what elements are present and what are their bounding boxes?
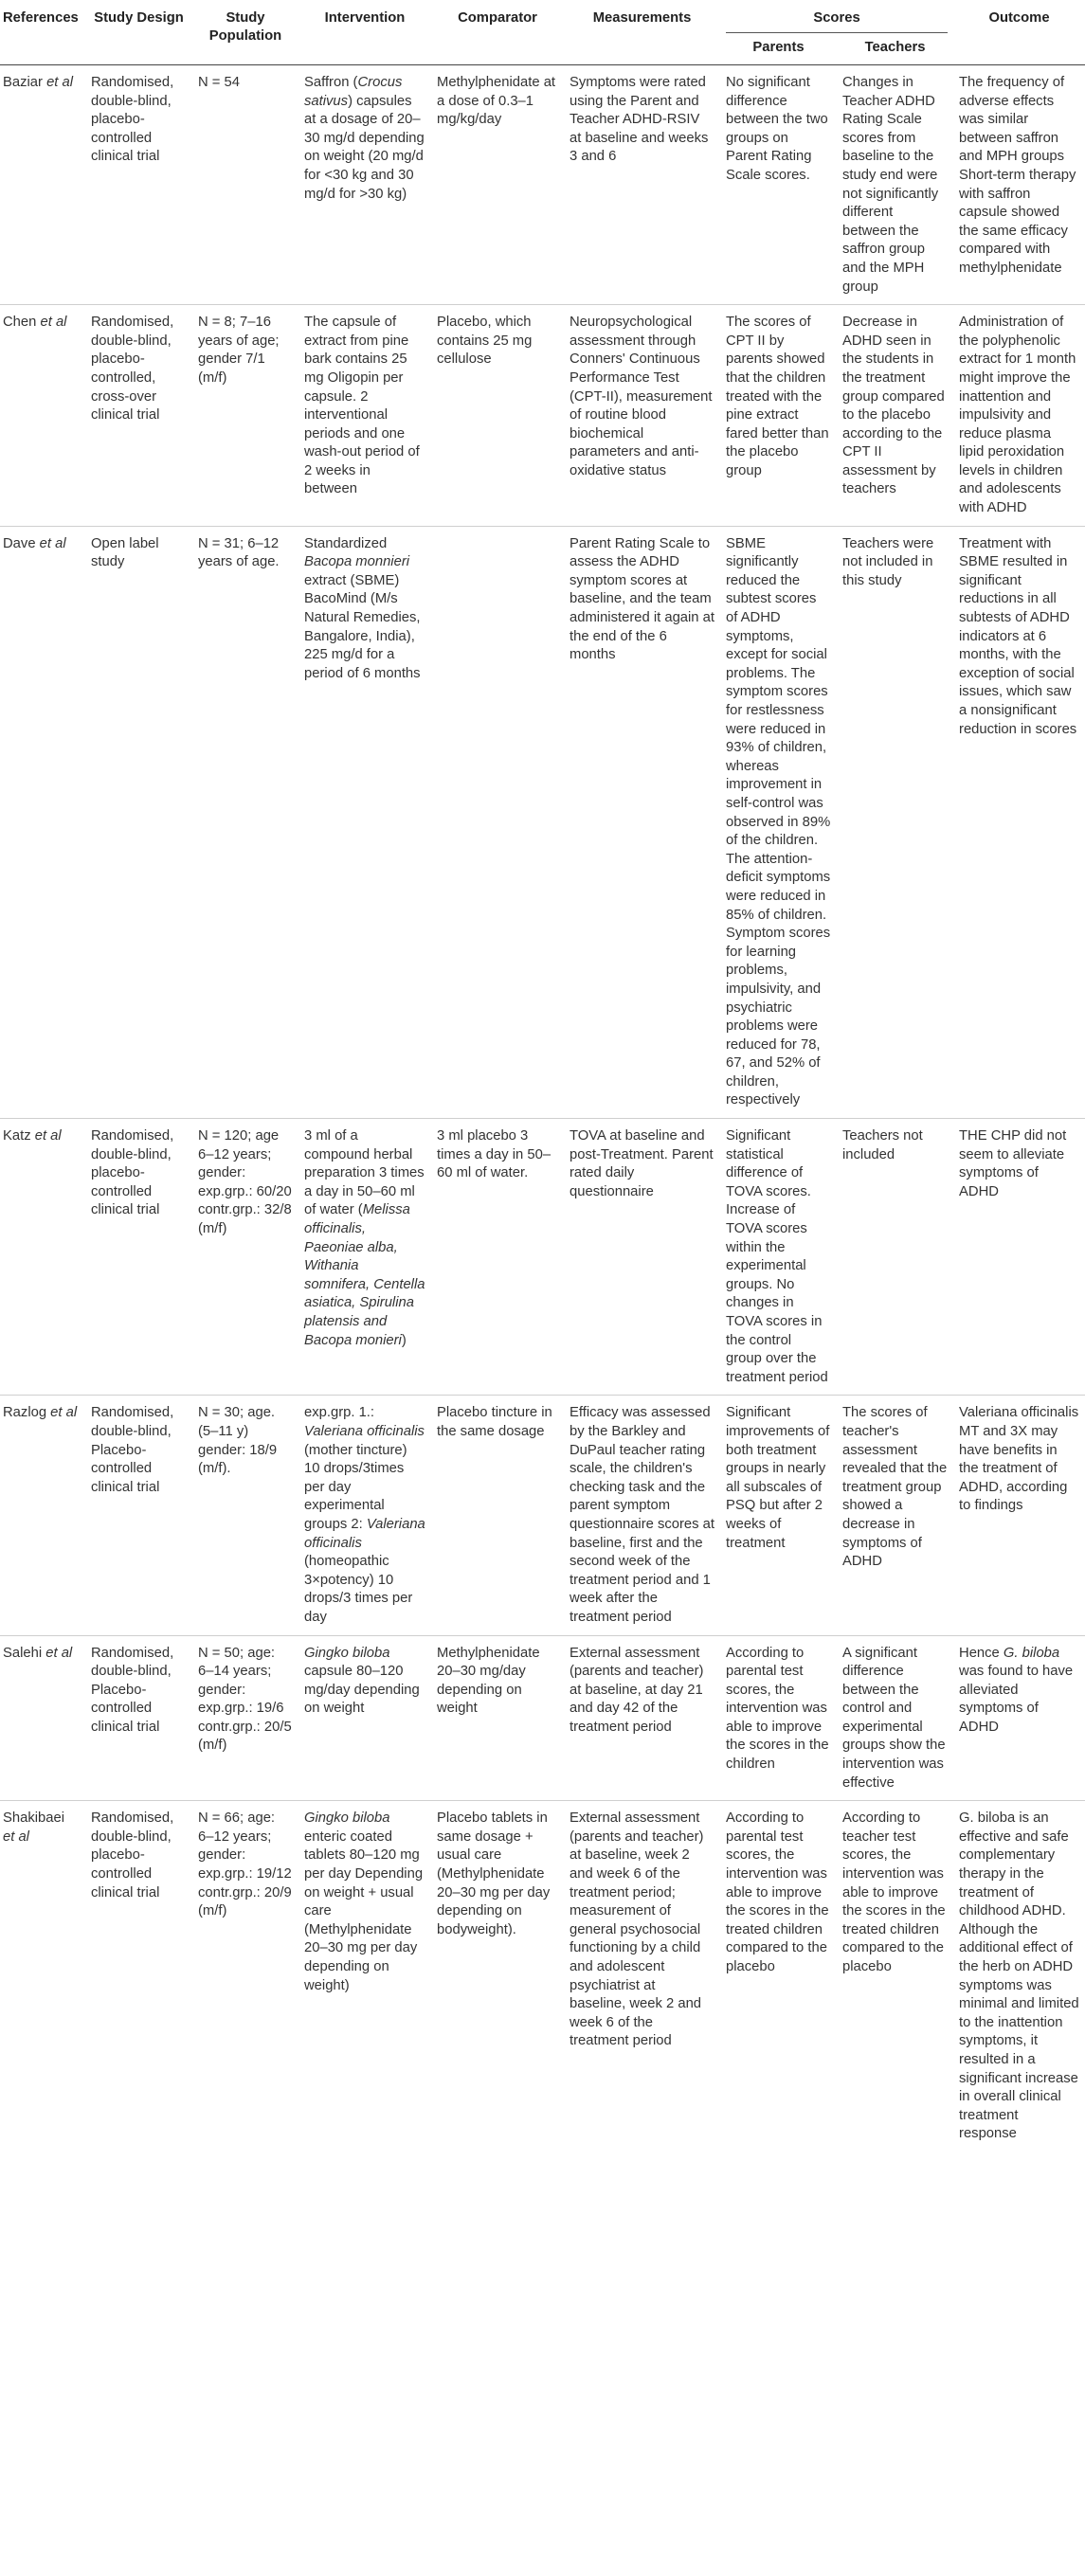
cell-teachers-score: Teachers not included <box>837 1119 953 1396</box>
text-segment: (mother tincture) 10 drops/3times per day experimental groups 2: <box>304 1442 407 1532</box>
table-row <box>0 305 1085 527</box>
header-scores <box>720 0 953 33</box>
reference-etal: et al <box>3 1828 29 1845</box>
cell-measurements: Parent Rating Scale to assess the ADHD symptom scores at baseline, and the team administered it again at the end of the 6 months <box>564 526 720 1118</box>
header-scores-label: Scores <box>813 10 860 26</box>
cell-study-design: Randomised, double-blind, placebo-controlled clinical trial <box>85 65 192 305</box>
table-row <box>0 1801 1085 2152</box>
text-segment: Hence <box>959 1645 1004 1661</box>
reference-etal: et al <box>40 315 67 331</box>
reference-etal: et al <box>46 75 74 90</box>
cell-study-population: N = 30; age. (5–11 y) gender: 18/9 (m/f). <box>192 1396 298 1635</box>
cell-teachers-score: Changes in Teacher ADHD Rating Scale scores from baseline to the study end were not significantly different between the saffron group and the MPH group <box>837 65 953 305</box>
cell-outcome: The frequency of adverse effects was similar between saffron and MPH groups Short-term therapy with saffron capsule showed the same efficacy compared with methylphenidate <box>953 65 1085 305</box>
scores-divider <box>726 32 948 33</box>
cell-intervention <box>298 65 431 305</box>
cell-study-population: N = 120; age 6–12 years; gender: exp.grp.: 60/20 contr.grp.: 32/8 (m/f) <box>192 1119 298 1396</box>
text-segment: Gingko biloba <box>304 1810 390 1827</box>
reference-author: Katz <box>3 1128 35 1144</box>
cell-intervention <box>298 305 431 527</box>
reference-author: Chen <box>3 315 41 331</box>
cell-reference <box>0 1635 85 1801</box>
cell-parents-score: According to parental test scores, the intervention was able to improve the scores in the children <box>720 1635 837 1801</box>
cell-study-design: Randomised, double-blind, placebo-controlled, cross-over clinical trial <box>85 305 192 527</box>
cell-measurements: Neuropsychological assessment through Conners' Continuous Performance Test (CPT-II), measurement of routine blood biochemical parameters and anti-oxidative status <box>564 305 720 527</box>
cell-comparator: Methylphenidate at a dose of 0.3–1 mg/kg/day <box>431 65 564 305</box>
cell-study-design: Randomised, double-blind, Placebo-controlled clinical trial <box>85 1635 192 1801</box>
text-segment: G. biloba <box>1003 1645 1060 1661</box>
cell-intervention <box>298 526 431 1118</box>
text-segment: capsule 80–120 mg/day depending on weight <box>304 1664 420 1717</box>
cell-parents-score: No significant difference between the two groups on Parent Rating Scale scores. <box>720 65 837 305</box>
text-segment: Bacopa monnieri <box>304 554 410 570</box>
text-segment: was found to have alleviated symptoms of ADHD <box>959 1664 1074 1735</box>
cell-comparator: Placebo tablets in same dosage + usual care (Methylphenidate 20–30 mg per day depending on bodyweight). <box>437 1810 551 1937</box>
cell-reference <box>0 1396 85 1635</box>
cell-outcome: G. biloba is an effective and safe complementary therapy in the treatment of childhood ADHD. Although the additional effect of the herb on ADHD symptoms was minimal and limited to the inattention symptoms, it resulted in a significant increase in overall clinical treatment response <box>959 1810 1079 2142</box>
text-segment: (homeopathic 3×potency) 10 drops/3 times per day <box>304 1554 413 1625</box>
text-segment: Crocus sativus <box>304 75 403 109</box>
cell-measurements: External assessment (parents and teacher) at baseline, week 2 and week 6 of the treatment period; measurement of general psychosocial functioning by a child and adolescent psychiatrist at baseline, week 2 and week 6 of the treatment period <box>570 1810 704 2049</box>
cell-study-population: N = 54 <box>192 65 298 305</box>
cell-teachers-score: A significant difference between the control and experimental groups show the intervention was effective <box>837 1635 953 1801</box>
cell-parents-score: Significant improvements of both treatment groups in nearly all subscales of PSQ but after 2 weeks of treatment <box>720 1396 837 1635</box>
table-row <box>0 1635 1085 1801</box>
cell-outcome: Administration of the polyphenolic extract for 1 month might improve the inattention and impulsivity and reduce plasma lipid peroxidation levels in children and adolescents with ADHD <box>953 305 1085 527</box>
text-segment: Melissa officinalis, Paeoniae alba, Withania somnifera, Centella asiatica, Spirulina platensis and Bacopa monieri <box>304 1202 425 1348</box>
cell-teachers-score: Teachers were not included in this study <box>837 526 953 1118</box>
cell-intervention <box>298 1635 431 1801</box>
table-row <box>0 65 1085 305</box>
cell-outcome: Treatment with SBME resulted in significant reductions in all subtests of ADHD indicators at 6 months, with the exception of social issues, which saw a nonsignificant reduction in scores <box>953 526 1085 1118</box>
cell-outcome <box>953 1635 1085 1801</box>
cell-reference <box>0 526 85 1118</box>
reference-author: Razlog <box>3 1405 51 1421</box>
header-outcome: Outcome <box>953 0 1085 65</box>
cell-study-population: N = 50; age: 6–14 years; gender: exp.grp.: 19/6 contr.grp.: 20/5 (m/f) <box>192 1635 298 1801</box>
cell-study-population: N = 8; 7–16 years of age; gender 7/1 (m/f) <box>192 305 298 527</box>
cell-outcome: THE CHP did not seem to alleviate symptoms of ADHD <box>953 1119 1085 1396</box>
reference-etal: et al <box>45 1645 73 1661</box>
cell-parents-score: The scores of CPT II by parents showed that the children treated with the pine extract fared better than the placebo group <box>720 305 837 527</box>
cell-comparator <box>431 526 564 1118</box>
cell-study-design: Open label study <box>85 526 192 1118</box>
cell-outcome: Valeriana officinalis MT and 3X may have benefits in the treatment of ADHD, according to findings <box>953 1396 1085 1635</box>
cell-parents-score: According to parental test scores, the intervention was able to improve the scores in the treated children compared to the placebo <box>726 1810 829 1974</box>
reference-author: Salehi <box>3 1645 46 1661</box>
header-teachers: Teachers <box>837 33 953 65</box>
cell-measurements: Efficacy was assessed by the Barkley and DuPaul teacher rating scale, the children's checking task and the parent symptom questionnaire scores at baseline, first and the second week of the treatment period and 1 week after the treatment period <box>564 1396 720 1635</box>
cell-study-design: Randomised, double-blind, placebo-controlled clinical trial <box>91 1810 174 1900</box>
cell-study-design: Randomised, double-blind, placebo-controlled clinical trial <box>85 1119 192 1396</box>
cell-intervention <box>298 1801 431 2152</box>
reference-etal: et al <box>34 1128 62 1144</box>
text-segment: Valeriana officinalis <box>304 1423 425 1439</box>
cell-comparator: Methylphenidate 20–30 mg/day depending on weight <box>431 1635 564 1801</box>
header-comparator: Comparator <box>431 0 564 65</box>
header-references: References <box>0 0 85 65</box>
reference-author: Dave <box>3 535 40 551</box>
cell-teachers-score: According to teacher test scores, the intervention was able to improve the scores in the treated children compared to the placebo <box>842 1810 946 1974</box>
cell-measurements: TOVA at baseline and post-Treatment. Parent rated daily questionnaire <box>564 1119 720 1396</box>
cell-parents-score: SBME significantly reduced the subtest scores of ADHD symptoms, except for social problems. The symptom scores for restlessness were reduced in 93% of children, whereas improvement in self-control was observed in 89% of the children. The attention-deficit symptoms were reduced in 85% of children. Symptom scores for learning problems, impulsivity, and psychiatric problems were reduced for 78, 67, and 52% of children, respectively <box>720 526 837 1118</box>
table-row <box>0 526 1085 1118</box>
cell-study-population: N = 66; age: 6–12 years; gender: exp.grp.: 19/12 contr.grp.: 20/9 (m/f) <box>198 1810 292 1919</box>
table-row <box>0 1119 1085 1396</box>
cell-comparator: Placebo, which contains 25 mg cellulose <box>431 305 564 527</box>
cell-teachers-score: Decrease in ADHD seen in the students in the treatment group compared to the placebo according to the CPT II assessment by teachers <box>837 305 953 527</box>
text-segment: 3 ml of a compound herbal preparation 3 times a day in 50–60 ml of water ( <box>304 1128 425 1218</box>
cell-parents-score: Significant statistical difference of TOVA scores. Increase of TOVA scores within the experimental groups. No changes in TOVA scores in the control group over the treatment period <box>720 1119 837 1396</box>
text-segment: The capsule of extract from pine bark contains 25 mg Oligopin per capsule. 2 interventional periods and one wash-out period of 2 weeks in between <box>304 315 420 497</box>
cell-reference <box>0 1119 85 1396</box>
cell-measurements: Symptoms were rated using the Parent and Teacher ADHD-RSIV at baseline and weeks 3 and 6 <box>564 65 720 305</box>
reference-author: Baziar <box>3 75 47 90</box>
text-segment: Valeriana officinalis <box>304 1516 425 1551</box>
header-parents: Parents <box>720 33 837 65</box>
reference-author: Shakibaei <box>3 1810 64 1827</box>
text-segment: Saffron ( <box>304 75 358 90</box>
header-study-population: Study Population <box>192 0 298 65</box>
text-segment: ) <box>401 1332 407 1348</box>
text-segment: enteric coated tablets 80–120 mg per day Depending on weight + usual care (Methylphenidate 20–30 mg per day depending on weight) <box>304 1828 424 1993</box>
header-measurements: Measurements <box>564 0 720 65</box>
cell-reference <box>0 65 85 305</box>
text-segment: ) capsules at a dosage of 20–30 mg/d depending on weight (20 mg/d for <30 kg and 30 mg/d for >30 kg) <box>304 93 425 202</box>
cell-study-design: Randomised, double-blind, Placebo-controlled clinical trial <box>85 1396 192 1635</box>
reference-etal: et al <box>39 535 66 551</box>
text-segment: Standardized <box>304 535 388 551</box>
text-segment: extract (SBME) BacoMind (M/s Natural Remedies, Bangalore, India), 225 mg/d for a period of 6 months <box>304 572 421 681</box>
cell-reference <box>0 305 85 527</box>
table-header <box>0 0 1085 65</box>
reference-etal: et al <box>50 1405 78 1421</box>
cell-measurements: External assessment (parents and teacher) at baseline, at day 21 and day 42 of the treatment period <box>564 1635 720 1801</box>
cell-reference <box>0 1801 85 2152</box>
cell-study-population: N = 31; 6–12 years of age. <box>192 526 298 1118</box>
header-study-design: Study Design <box>85 0 192 65</box>
cell-intervention <box>298 1119 431 1396</box>
cell-comparator: Placebo tincture in the same dosage <box>431 1396 564 1635</box>
table-body <box>0 65 1085 2152</box>
header-intervention: Intervention <box>298 0 431 65</box>
cell-intervention <box>298 1396 431 1635</box>
text-segment: Gingko biloba <box>304 1645 390 1661</box>
text-segment: exp.grp. 1.: <box>304 1405 375 1421</box>
cell-teachers-score: The scores of teacher's assessment revealed that the treatment group showed a decrease in symptoms of ADHD <box>837 1396 953 1635</box>
cell-comparator: 3 ml placebo 3 times a day in 50–60 ml of water. <box>431 1119 564 1396</box>
table-row <box>0 1396 1085 1635</box>
